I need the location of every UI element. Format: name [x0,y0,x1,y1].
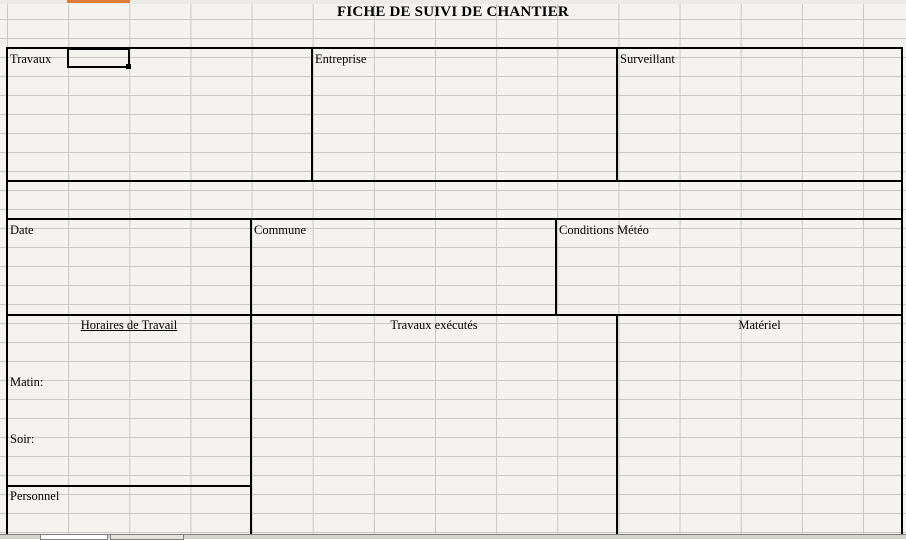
active-cell-selection[interactable] [67,48,130,68]
label-surveillant: Surveillant [620,52,675,66]
travaux-executes-box[interactable] [250,314,618,534]
travaux-box[interactable] [6,47,313,182]
label-date: Date [10,223,34,237]
surveillant-box[interactable] [616,47,903,182]
entreprise-box[interactable] [311,47,618,182]
selected-column-indicator [67,0,130,3]
label-commune: Commune [254,223,307,237]
label-travaux: Travaux [10,52,52,66]
label-materiel: Matériel [738,318,781,332]
label-conditions-meteo: Conditions Météo [559,223,649,237]
label-travaux-executes: Travaux exécutés [390,318,478,332]
label-entreprise: Entreprise [315,52,367,66]
label-matin: Matin: [10,375,44,389]
label-personnel: Personnel [10,489,60,503]
sheet-title: FICHE DE SUIVI DE CHANTIER [337,4,569,20]
date-box[interactable] [6,218,252,316]
materiel-box[interactable] [616,314,903,534]
label-horaires: Horaires de Travail [80,318,178,332]
label-soir: Soir: [10,432,35,446]
fill-handle[interactable] [126,64,131,69]
separator-row[interactable] [6,180,903,220]
horaires-box[interactable] [6,314,252,487]
sheet-tab-bar [0,534,906,539]
